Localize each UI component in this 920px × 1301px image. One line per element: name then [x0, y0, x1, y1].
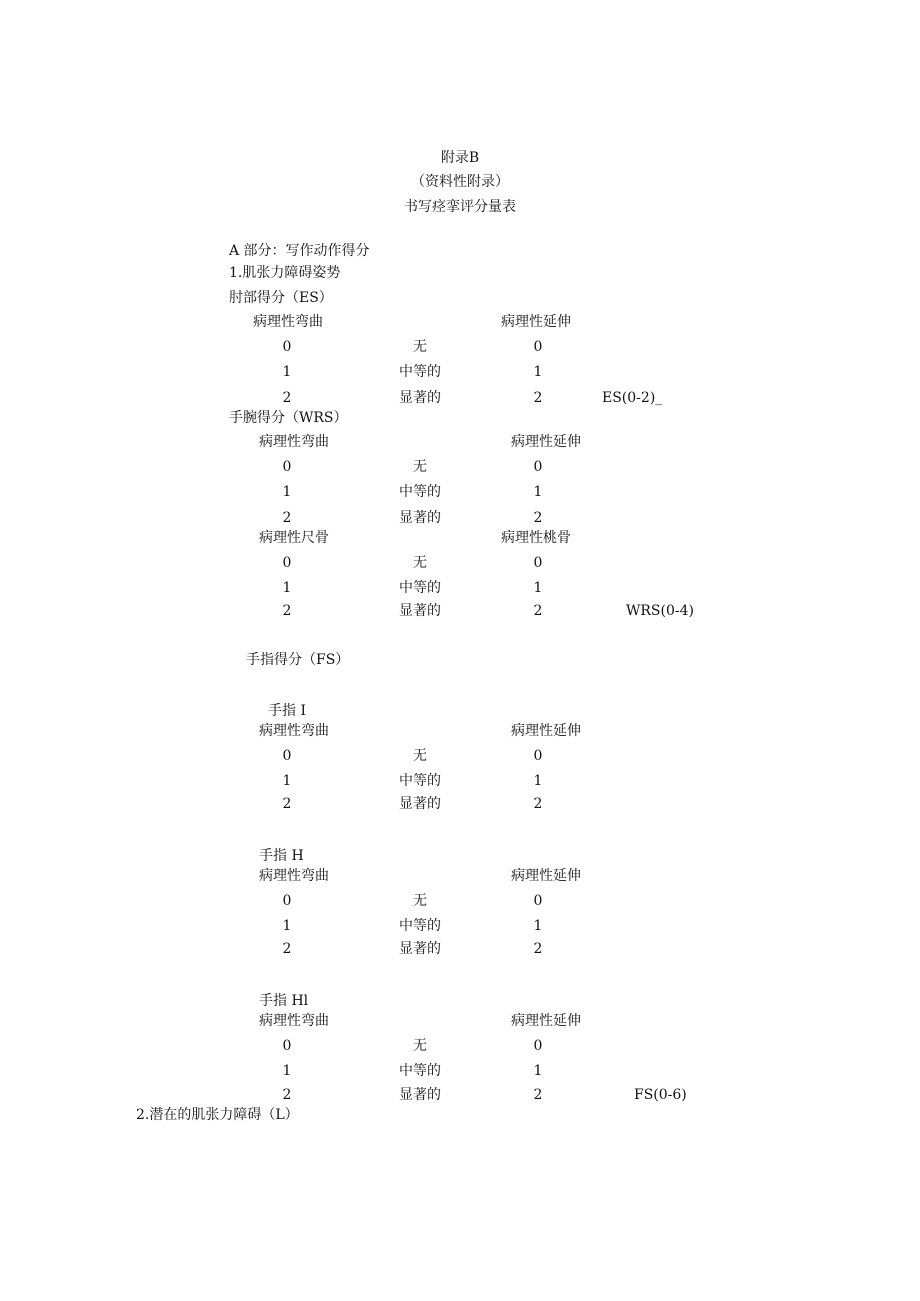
- score-right: 1: [533, 484, 543, 500]
- score-right: 2: [533, 941, 543, 957]
- score-right: 0: [533, 748, 543, 764]
- score-left: 1: [282, 580, 292, 596]
- elbow-total-field: ES(0-2)_: [602, 390, 663, 406]
- column-header-right: 病理性延伸: [511, 1013, 581, 1029]
- severity-label: 显著的: [399, 941, 441, 957]
- severity-label: 显著的: [399, 796, 441, 812]
- score-right: 0: [533, 555, 543, 571]
- column-header-right: 病理性延伸: [501, 314, 571, 330]
- appendix-title: 附录B: [440, 150, 480, 166]
- wrist-score-heading: 手腕得分（WRS）: [229, 410, 348, 426]
- score-left: 2: [282, 390, 292, 406]
- score-right: 2: [533, 510, 543, 526]
- elbow-score-heading: 肘部得分（ES）: [229, 290, 333, 306]
- severity-label: 中等的: [399, 918, 441, 934]
- score-right: 0: [533, 1038, 543, 1054]
- score-left: 2: [282, 510, 292, 526]
- score-right: 0: [533, 893, 543, 909]
- severity-label: 无: [413, 459, 427, 475]
- severity-label: 显著的: [399, 603, 441, 619]
- part-a-heading: A 部分：写作动作得分: [229, 243, 370, 259]
- finger-hl-label: 手指 Hl: [259, 993, 309, 1009]
- score-right: 1: [533, 364, 543, 380]
- section-2-heading: 2.潜在的肌张力障碍（L）: [136, 1107, 299, 1123]
- score-left: 2: [282, 796, 292, 812]
- finger-score-heading: 手指得分（FS）: [246, 652, 350, 668]
- column-header-left: 病理性弯曲: [259, 868, 329, 884]
- score-left: 1: [282, 364, 292, 380]
- score-right: 2: [533, 390, 543, 406]
- score-left: 1: [282, 484, 292, 500]
- score-right: 2: [533, 796, 543, 812]
- score-left: 1: [282, 773, 292, 789]
- score-left: 2: [282, 603, 292, 619]
- column-header-left: 病理性尺骨: [259, 530, 329, 546]
- column-header-right: 病理性延伸: [511, 868, 581, 884]
- score-left: 0: [282, 555, 292, 571]
- column-header-left: 病理性弯曲: [253, 314, 323, 330]
- score-left: 0: [282, 893, 292, 909]
- score-right: 1: [533, 773, 543, 789]
- finger-h-label: 手指 H: [259, 848, 304, 864]
- column-header-left: 病理性弯曲: [259, 1013, 329, 1029]
- score-left: 1: [282, 918, 292, 934]
- wrist-total-field: WRS(0-4): [626, 603, 694, 619]
- column-header-right: 病理性延伸: [511, 434, 581, 450]
- score-right: 1: [533, 1063, 543, 1079]
- finger-total-field: FS(0-6): [634, 1087, 687, 1103]
- severity-label: 中等的: [399, 773, 441, 789]
- column-header-right: 病理性延伸: [511, 723, 581, 739]
- severity-label: 中等的: [399, 484, 441, 500]
- score-right: 1: [533, 580, 543, 596]
- score-left: 0: [282, 459, 292, 475]
- severity-label: 中等的: [399, 364, 441, 380]
- score-right: 0: [533, 459, 543, 475]
- score-right: 2: [533, 1087, 543, 1103]
- column-header-right: 病理性桃骨: [501, 530, 571, 546]
- severity-label: 无: [413, 748, 427, 764]
- column-header-left: 病理性弯曲: [259, 723, 329, 739]
- severity-label: 中等的: [399, 580, 441, 596]
- severity-label: 无: [413, 339, 427, 355]
- appendix-subtitle: （资料性附录）: [411, 174, 509, 190]
- severity-label: 显著的: [399, 1087, 441, 1103]
- score-left: 2: [282, 941, 292, 957]
- scale-title: 书写痉挛评分量表: [404, 199, 516, 215]
- section-1-heading: 1.肌张力障碍姿势: [229, 265, 341, 281]
- severity-label: 无: [413, 555, 427, 571]
- score-left: 0: [282, 1038, 292, 1054]
- score-left: 0: [282, 748, 292, 764]
- score-left: 0: [282, 339, 292, 355]
- score-right: 0: [533, 339, 543, 355]
- score-right: 1: [533, 918, 543, 934]
- score-left: 1: [282, 1063, 292, 1079]
- severity-label: 显著的: [399, 510, 441, 526]
- score-left: 2: [282, 1087, 292, 1103]
- severity-label: 无: [413, 1038, 427, 1054]
- severity-label: 中等的: [399, 1063, 441, 1079]
- column-header-left: 病理性弯曲: [259, 434, 329, 450]
- finger-i-label: 手指 I: [268, 703, 306, 719]
- score-right: 2: [533, 603, 543, 619]
- severity-label: 显著的: [399, 390, 441, 406]
- severity-label: 无: [413, 893, 427, 909]
